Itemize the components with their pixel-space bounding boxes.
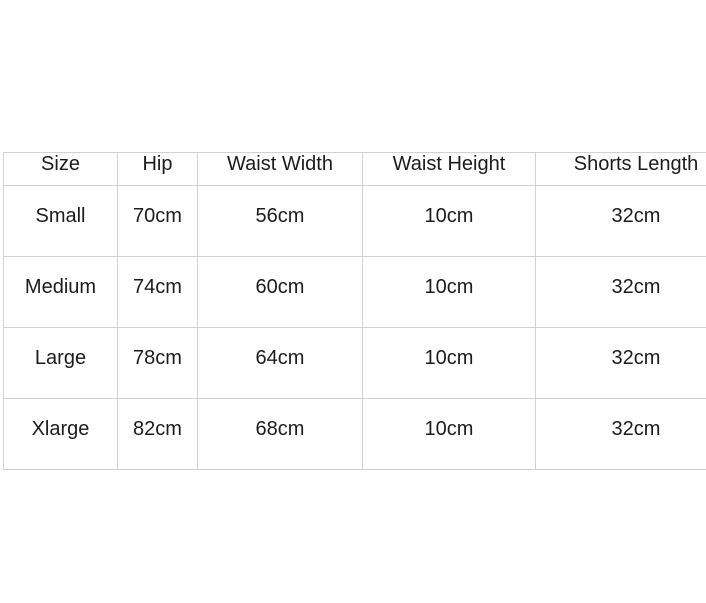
cell-hip: 70cm — [118, 186, 198, 257]
column-header-waist-height: Waist Height — [363, 153, 536, 186]
cell-waist-width: 64cm — [198, 328, 363, 399]
table-row-xlarge — [4, 399, 706, 470]
cell-shorts-length: 32cm — [536, 328, 706, 399]
cell-waist-width: 56cm — [198, 186, 363, 257]
cell-waist-height: 10cm — [363, 328, 536, 399]
cell-waist-height: 10cm — [363, 186, 536, 257]
cell-shorts-length: 32cm — [536, 257, 706, 328]
size-chart-table — [3, 152, 706, 470]
column-header-waist-width: Waist Width — [198, 153, 363, 186]
cell-waist-width: 60cm — [198, 257, 363, 328]
cell-hip: 82cm — [118, 399, 198, 470]
header-row — [4, 153, 706, 186]
cell-waist-width: 68cm — [198, 399, 363, 470]
cell-hip: 78cm — [118, 328, 198, 399]
cell-size: Xlarge — [4, 399, 118, 470]
column-header-size: Size — [4, 153, 118, 186]
column-header-shorts-length: Shorts Length — [536, 153, 706, 186]
cell-waist-height: 10cm — [363, 399, 536, 470]
cell-size: Medium — [4, 257, 118, 328]
cell-waist-height: 10cm — [363, 257, 536, 328]
cell-hip: 74cm — [118, 257, 198, 328]
cell-shorts-length: 32cm — [536, 186, 706, 257]
column-header-hip: Hip — [118, 153, 198, 186]
cell-shorts-length: 32cm — [536, 399, 706, 470]
cell-size: Small — [4, 186, 118, 257]
table-row-medium — [4, 257, 706, 328]
table-row-large — [4, 328, 706, 399]
cell-size: Large — [4, 328, 118, 399]
table-row-small — [4, 186, 706, 257]
